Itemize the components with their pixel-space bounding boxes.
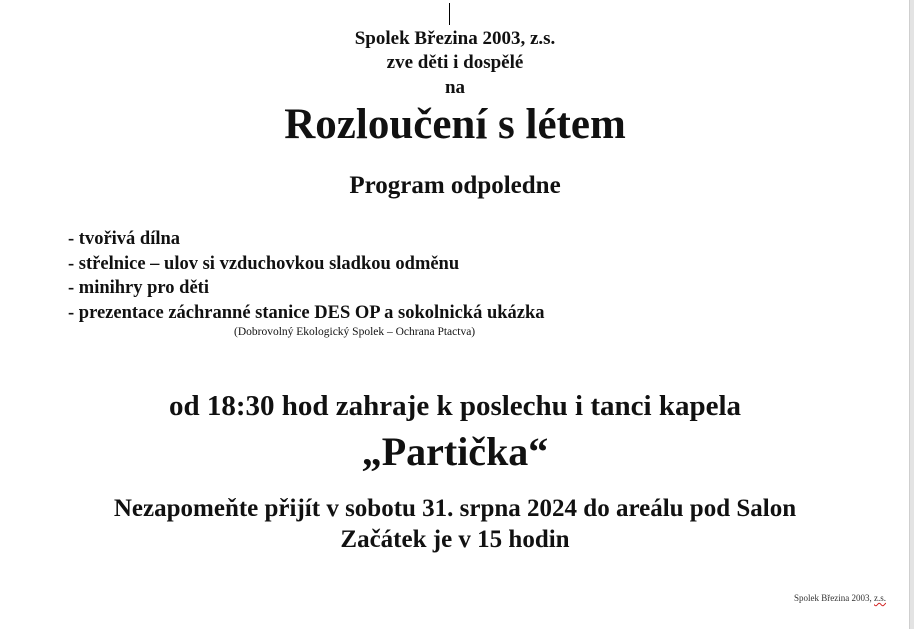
program-item-presentation: - prezentace záchranné stanice DES OP a sokolnická ukázka xyxy=(68,302,545,323)
program-item-workshop: - tvořivá dílna xyxy=(68,229,181,249)
concert-line: od 18:30 hod zahraje k poslechu i tanci kapela xyxy=(169,390,741,422)
program-list xyxy=(68,227,545,325)
footer-signature xyxy=(794,592,886,604)
on-line: na xyxy=(444,77,466,98)
event-title: Rozloučení s létem xyxy=(284,101,626,148)
band-name: „Partička“ xyxy=(361,429,549,474)
organizer-name: Spolek Březina 2003, z.s. xyxy=(354,28,556,49)
program-item-minigames: - minihry pro děti xyxy=(68,278,209,298)
abbreviation-note: (Dobrovolný Ekologický Spolek – Ochrana Ptactva) xyxy=(234,326,476,338)
start-time-line: Začátek je v 15 hodin xyxy=(340,526,570,553)
program-item-shooting: - střelnice – ulov si vzduchovkou sladkou odměnu xyxy=(68,253,460,274)
date-location-line: Nezapomeňte přijít v sobotu 31. srpna 2024 do areálu pod Salon xyxy=(113,495,797,522)
text-cursor xyxy=(449,3,450,25)
footer-org: Spolek Březina 2003, xyxy=(794,593,872,603)
program-heading: Program odpoledne xyxy=(349,172,561,199)
footer-suffix: z.s. xyxy=(874,593,886,603)
invite-line: zve děti i dospělé xyxy=(386,52,524,73)
